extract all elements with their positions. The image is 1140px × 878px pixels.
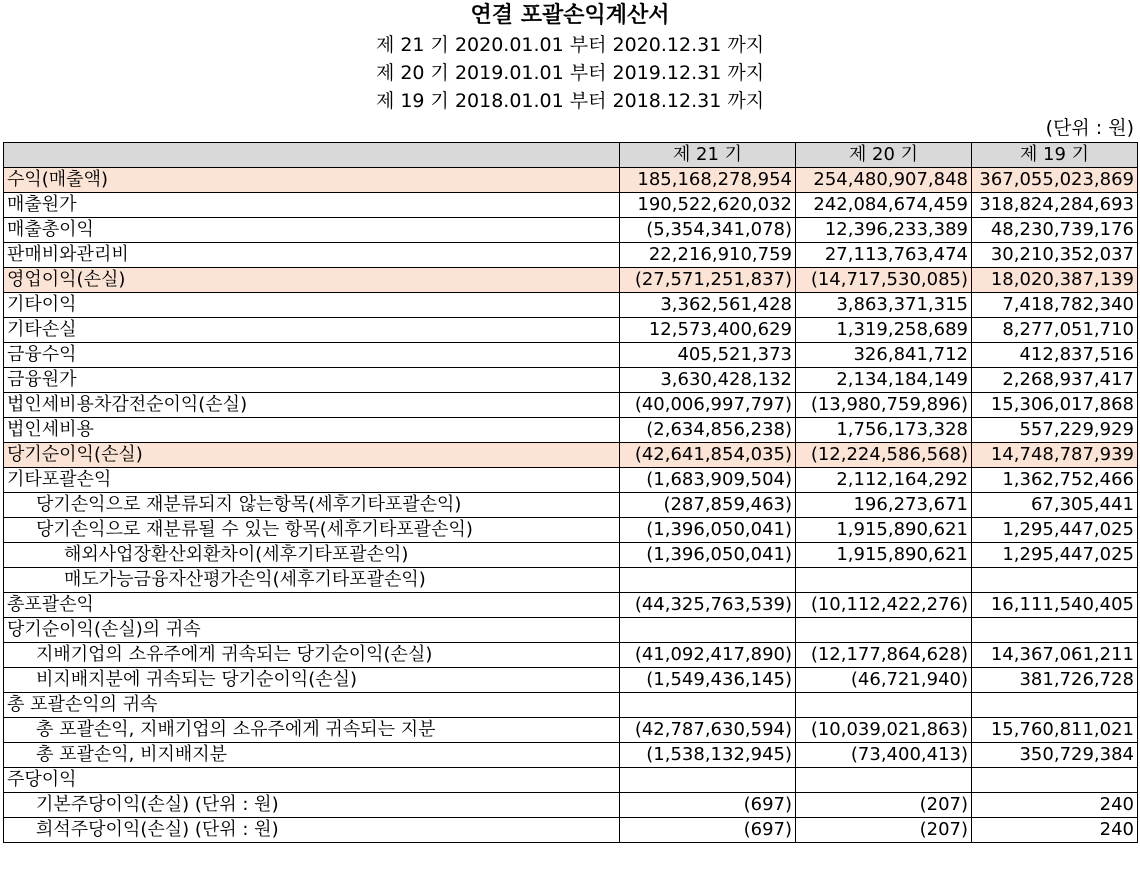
row-value-period-20: 27,113,763,474 <box>796 243 972 268</box>
row-value-period-19: 7,418,782,340 <box>972 293 1138 318</box>
row-value-period-19: 350,729,384 <box>972 743 1138 768</box>
table-row <box>4 518 1138 543</box>
row-value-period-21: (40,006,997,797) <box>620 393 796 418</box>
row-value-period-21: (42,787,630,594) <box>620 718 796 743</box>
row-value-period-21: (697) <box>620 793 796 818</box>
header-row <box>4 143 1138 168</box>
table-row <box>4 593 1138 618</box>
row-value-period-19: 367,055,023,869 <box>972 168 1138 193</box>
row-value-period-21: (1,549,436,145) <box>620 668 796 693</box>
row-value-period-20: 1,319,258,689 <box>796 318 972 343</box>
row-value-period-19: 1,295,447,025 <box>972 543 1138 568</box>
row-value-period-20 <box>796 693 972 718</box>
row-value-period-21: (697) <box>620 818 796 843</box>
row-value-period-20: 1,915,890,621 <box>796 518 972 543</box>
row-value-period-21 <box>620 768 796 793</box>
table-row <box>4 543 1138 568</box>
row-label: 희석주당이익(손실) (단위 : 원) <box>4 818 620 843</box>
row-label: 매출총이익 <box>4 218 620 243</box>
row-value-period-19: 18,020,387,139 <box>972 268 1138 293</box>
row-value-period-19: 8,277,051,710 <box>972 318 1138 343</box>
row-value-period-21: 190,522,620,032 <box>620 193 796 218</box>
row-value-period-20 <box>796 618 972 643</box>
row-value-period-20: (13,980,759,896) <box>796 393 972 418</box>
period-line-20: 제 20 기 2019.01.01 부터 2019.12.31 까지 <box>375 62 765 84</box>
row-value-period-20: 196,273,671 <box>796 493 972 518</box>
row-value-period-19: 14,367,061,211 <box>972 643 1138 668</box>
row-value-period-21: 185,168,278,954 <box>620 168 796 193</box>
row-value-period-19: 1,295,447,025 <box>972 518 1138 543</box>
row-value-period-20: (73,400,413) <box>796 743 972 768</box>
row-label: 당기손익으로 재분류되지 않는항목(세후기타포괄손익) <box>4 493 620 518</box>
row-label: 비지배지분에 귀속되는 당기순이익(손실) <box>4 668 620 693</box>
row-value-period-19 <box>972 768 1138 793</box>
table-row <box>4 718 1138 743</box>
row-label: 기타손실 <box>4 318 620 343</box>
row-label: 총 포괄손익, 지배기업의 소유주에게 귀속되는 지분 <box>4 718 620 743</box>
row-value-period-21: (41,092,417,890) <box>620 643 796 668</box>
row-label: 지배기업의 소유주에게 귀속되는 당기순이익(손실) <box>4 643 620 668</box>
row-label: 판매비와관리비 <box>4 243 620 268</box>
table-row <box>4 268 1138 293</box>
header-period-21: 제 21 기 <box>620 143 796 168</box>
row-label: 금융원가 <box>4 368 620 393</box>
table-row <box>4 318 1138 343</box>
row-value-period-19: 240 <box>972 793 1138 818</box>
row-value-period-21: 3,362,561,428 <box>620 293 796 318</box>
period-line-21: 제 21 기 2020.01.01 부터 2020.12.31 까지 <box>375 34 765 56</box>
row-label: 당기손익으로 재분류될 수 있는 항목(세후기타포괄손익) <box>4 518 620 543</box>
row-value-period-20: 2,112,164,292 <box>796 468 972 493</box>
table-row <box>4 393 1138 418</box>
table-row <box>4 168 1138 193</box>
row-value-period-19: 412,837,516 <box>972 343 1138 368</box>
row-value-period-20: (46,721,940) <box>796 668 972 693</box>
row-value-period-20: 254,480,907,848 <box>796 168 972 193</box>
table-row <box>4 293 1138 318</box>
row-label: 기타이익 <box>4 293 620 318</box>
row-label: 당기순이익(손실)의 귀속 <box>4 618 620 643</box>
row-value-period-20: (10,112,422,276) <box>796 593 972 618</box>
row-value-period-19: 48,230,739,176 <box>972 218 1138 243</box>
row-label: 매도가능금융자산평가손익(세후기타포괄손익) <box>4 568 620 593</box>
row-label: 총포괄손익 <box>4 593 620 618</box>
row-value-period-20 <box>796 568 972 593</box>
table-row <box>4 793 1138 818</box>
row-value-period-21: (287,859,463) <box>620 493 796 518</box>
row-value-period-19: 2,268,937,417 <box>972 368 1138 393</box>
row-value-period-19: 240 <box>972 818 1138 843</box>
row-value-period-20: (207) <box>796 793 972 818</box>
table-row <box>4 818 1138 843</box>
row-value-period-21: (1,683,909,504) <box>620 468 796 493</box>
row-label: 매출원가 <box>4 193 620 218</box>
row-value-period-19 <box>972 568 1138 593</box>
unit-label: (단위 : 원) <box>1045 117 1134 139</box>
row-value-period-21: (42,641,854,035) <box>620 443 796 468</box>
row-value-period-21 <box>620 618 796 643</box>
row-value-period-20: 3,863,371,315 <box>796 293 972 318</box>
row-value-period-20: 1,915,890,621 <box>796 543 972 568</box>
row-value-period-19 <box>972 618 1138 643</box>
table-row <box>4 668 1138 693</box>
row-label: 해외사업장환산외환차이(세후기타포괄손익) <box>4 543 620 568</box>
row-label: 당기순이익(손실) <box>4 443 620 468</box>
row-value-period-19: 381,726,728 <box>972 668 1138 693</box>
table-row <box>4 218 1138 243</box>
row-label: 주당이익 <box>4 768 620 793</box>
table-row <box>4 693 1138 718</box>
table-row <box>4 418 1138 443</box>
table-row <box>4 568 1138 593</box>
row-label: 기타포괄손익 <box>4 468 620 493</box>
row-value-period-19: 67,305,441 <box>972 493 1138 518</box>
row-label: 법인세비용차감전순이익(손실) <box>4 393 620 418</box>
income-statement-table <box>3 142 1138 843</box>
row-value-period-19: 557,229,929 <box>972 418 1138 443</box>
row-value-period-21: (27,571,251,837) <box>620 268 796 293</box>
period-line-19: 제 19 기 2018.01.01 부터 2018.12.31 까지 <box>375 90 765 112</box>
row-value-period-19: 318,824,284,693 <box>972 193 1138 218</box>
header-account <box>4 143 620 168</box>
row-value-period-19: 14,748,787,939 <box>972 443 1138 468</box>
row-value-period-20: 1,756,173,328 <box>796 418 972 443</box>
table-row <box>4 193 1138 218</box>
row-value-period-21: (1,396,050,041) <box>620 518 796 543</box>
row-value-period-20: (12,177,864,628) <box>796 643 972 668</box>
row-value-period-21: (1,538,132,945) <box>620 743 796 768</box>
row-label: 기본주당이익(손실) (단위 : 원) <box>4 793 620 818</box>
table-row <box>4 468 1138 493</box>
row-label: 총 포괄손익의 귀속 <box>4 693 620 718</box>
row-value-period-19: 15,760,811,021 <box>972 718 1138 743</box>
table-row <box>4 643 1138 668</box>
statement-title: 연결 포괄손익계산서 <box>470 3 670 28</box>
table-row <box>4 343 1138 368</box>
table-row <box>4 368 1138 393</box>
table-row <box>4 618 1138 643</box>
row-value-period-20: 242,084,674,459 <box>796 193 972 218</box>
row-value-period-21: (5,354,341,078) <box>620 218 796 243</box>
row-value-period-19 <box>972 693 1138 718</box>
row-label: 총 포괄손익, 비지배지분 <box>4 743 620 768</box>
row-value-period-21: 22,216,910,759 <box>620 243 796 268</box>
row-value-period-21 <box>620 568 796 593</box>
row-value-period-19: 30,210,352,037 <box>972 243 1138 268</box>
header-period-20: 제 20 기 <box>796 143 972 168</box>
row-value-period-21: 12,573,400,629 <box>620 318 796 343</box>
row-value-period-21: (2,634,856,238) <box>620 418 796 443</box>
row-value-period-20: (207) <box>796 818 972 843</box>
header-period-19: 제 19 기 <box>972 143 1138 168</box>
row-label: 영업이익(손실) <box>4 268 620 293</box>
row-value-period-21: 3,630,428,132 <box>620 368 796 393</box>
table-row <box>4 493 1138 518</box>
row-label: 수익(매출액) <box>4 168 620 193</box>
table-row <box>4 743 1138 768</box>
row-value-period-19: 16,111,540,405 <box>972 593 1138 618</box>
row-value-period-20: 326,841,712 <box>796 343 972 368</box>
row-value-period-20: 2,134,184,149 <box>796 368 972 393</box>
table-row <box>4 243 1138 268</box>
row-value-period-20: (14,717,530,085) <box>796 268 972 293</box>
row-value-period-21: (1,396,050,041) <box>620 543 796 568</box>
row-value-period-19: 15,306,017,868 <box>972 393 1138 418</box>
row-value-period-21 <box>620 693 796 718</box>
row-value-period-20: (12,224,586,568) <box>796 443 972 468</box>
row-value-period-20: 12,396,233,389 <box>796 218 972 243</box>
row-value-period-21: 405,521,373 <box>620 343 796 368</box>
row-value-period-20: (10,039,021,863) <box>796 718 972 743</box>
table-row <box>4 443 1138 468</box>
row-value-period-20 <box>796 768 972 793</box>
table-row <box>4 768 1138 793</box>
row-value-period-21: (44,325,763,539) <box>620 593 796 618</box>
row-label: 법인세비용 <box>4 418 620 443</box>
row-label: 금융수익 <box>4 343 620 368</box>
row-value-period-19: 1,362,752,466 <box>972 468 1138 493</box>
